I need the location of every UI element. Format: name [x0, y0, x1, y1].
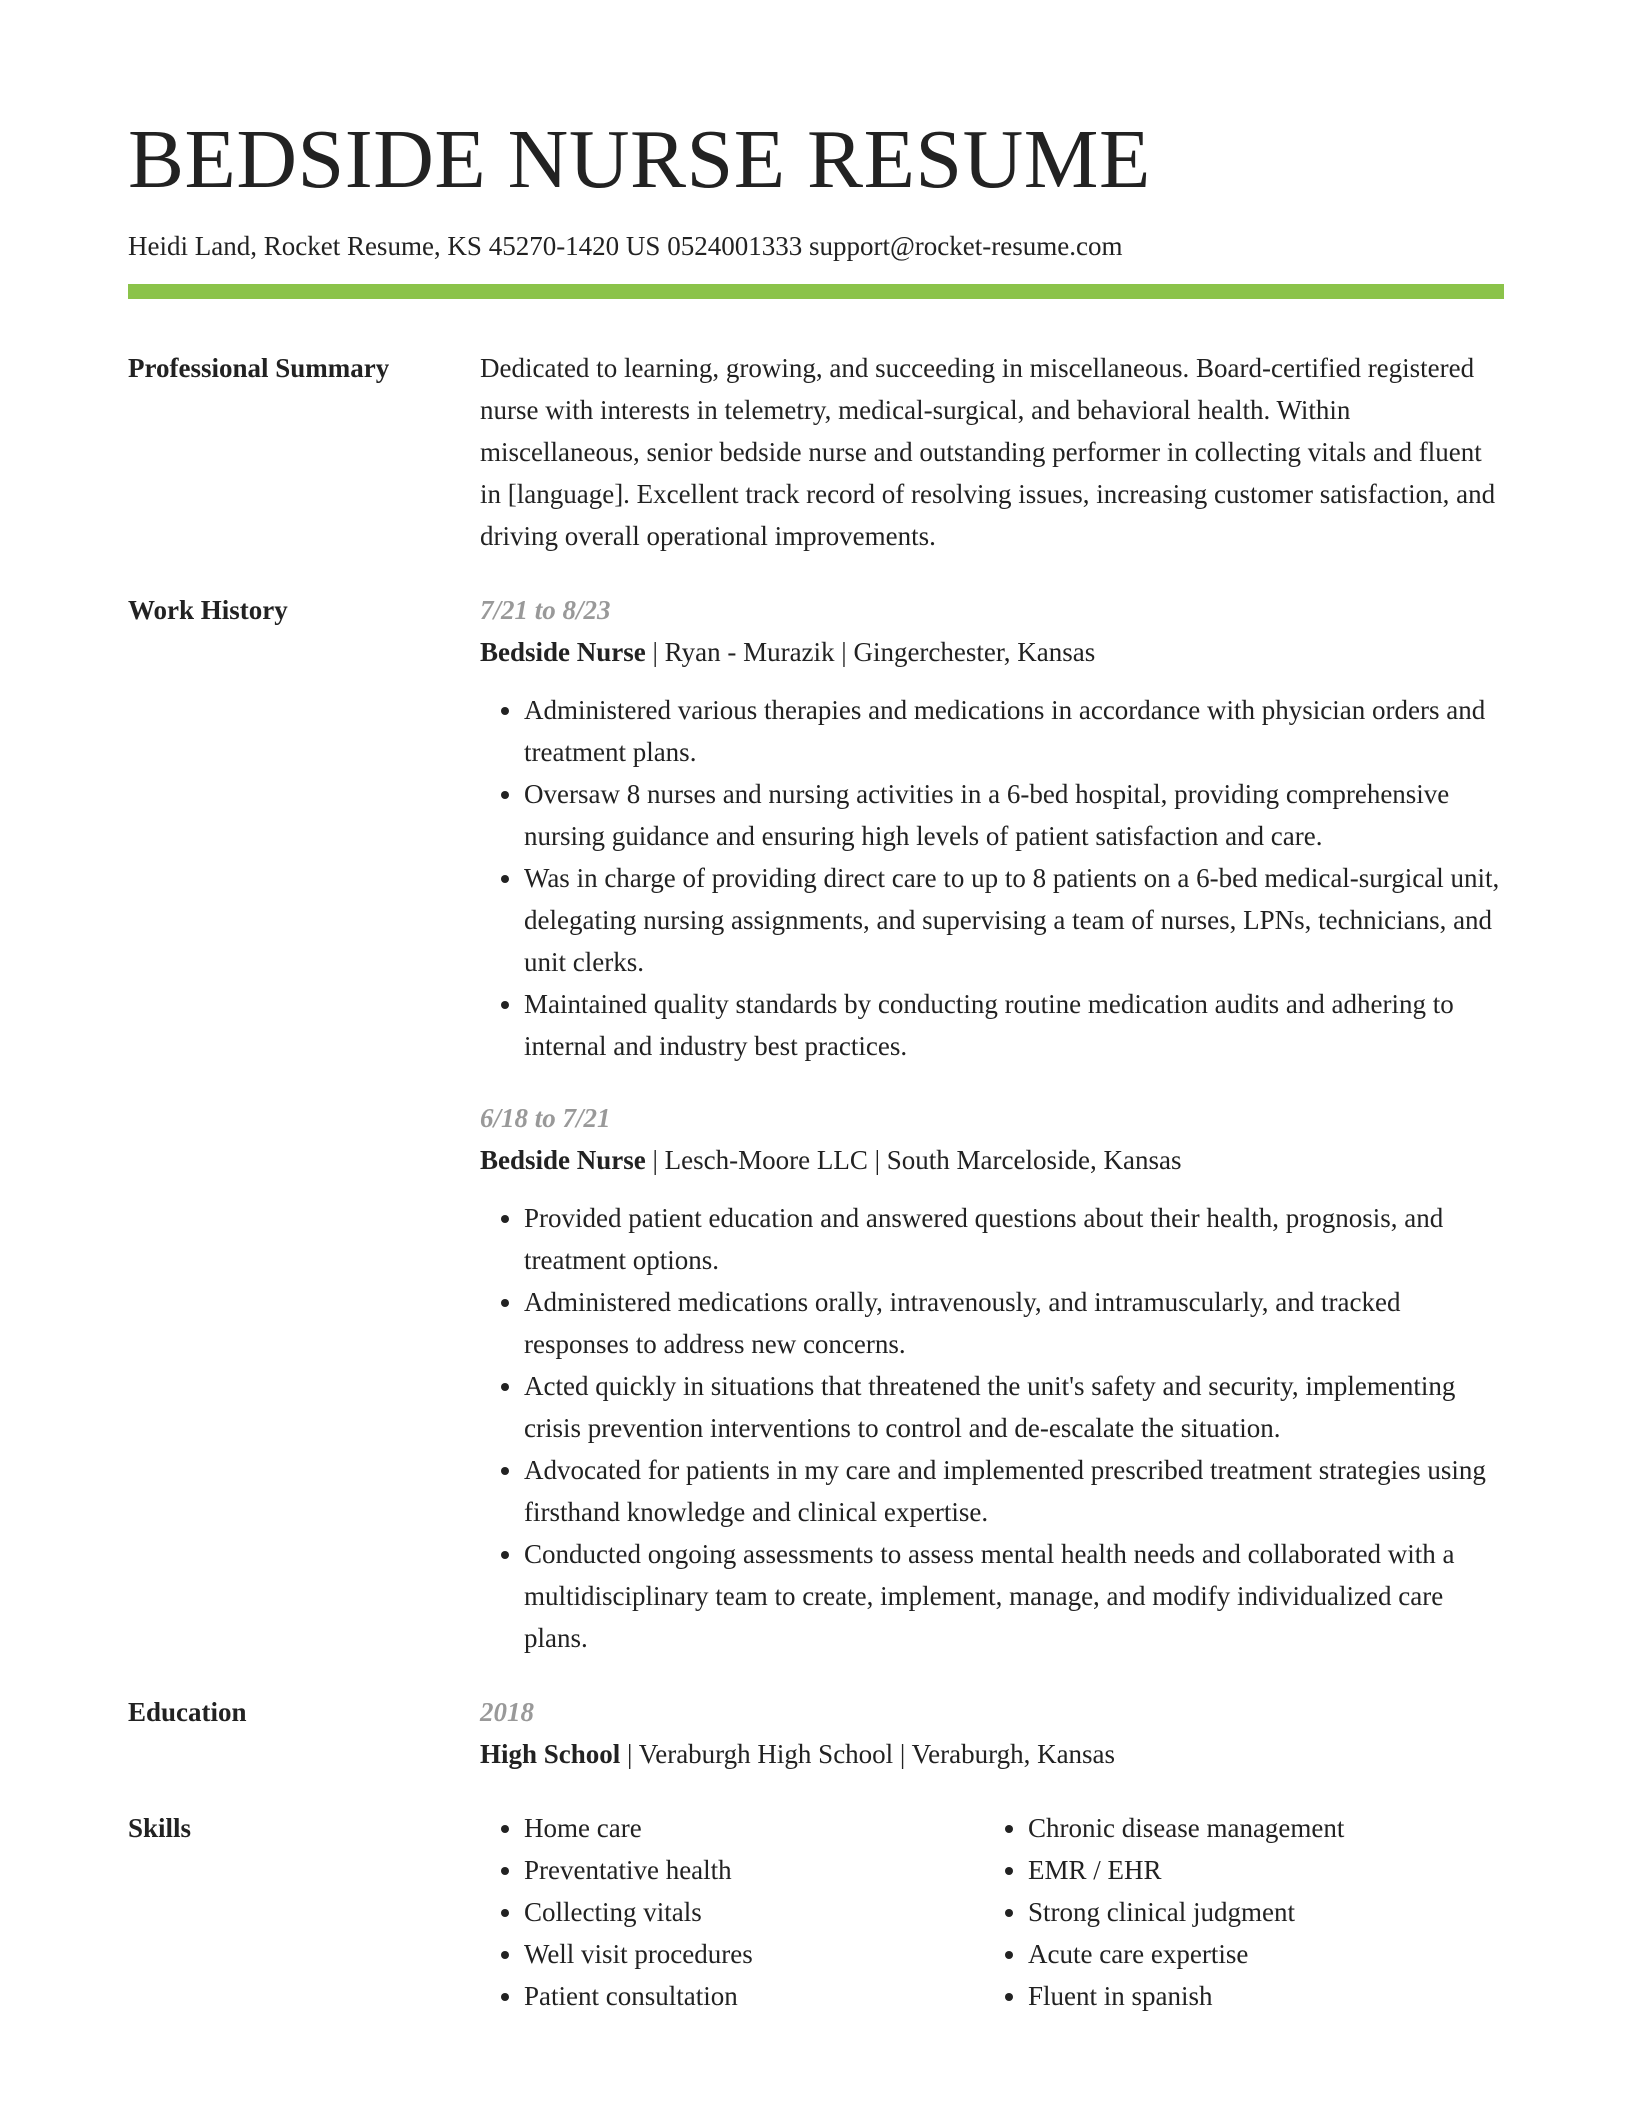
job-employer: | Ryan - Murazik | Gingerchester, Kansas [645, 637, 1096, 668]
job-header [480, 1139, 1504, 1181]
skill-item: • Strong clinical judgment [1028, 1891, 1344, 1933]
skill-item: • Collecting vitals [524, 1891, 984, 1933]
job-header [480, 631, 1504, 673]
education-entry [480, 1691, 1504, 1775]
skills-list-right [984, 1807, 1344, 2017]
job-title: Bedside Nurse [480, 637, 646, 668]
skill-item: • Acute care expertise [1028, 1933, 1344, 1975]
education-degree: High School [480, 1739, 621, 1770]
education-date: 2018 [480, 1697, 534, 1728]
education-section [128, 1691, 1504, 1775]
skills-heading: Skills [128, 1813, 192, 1844]
job-bullet: • Maintained quality standards by conducting routine medication audits and adhering to internal and industry best practices. [524, 983, 1504, 1067]
job-bullet: • Was in charge of providing direct care to up to 8 patients on a 6-bed medical-surgical unit, delegating nursing assignments, and supervising a team of nurses, LPNs, technicians, and unit clerks. [524, 857, 1504, 983]
job-bullet: • Acted quickly in situations that threatened the unit's safety and security, implementing crisis prevention interventions to control and de-escalate the situation. [524, 1365, 1504, 1449]
skill-item: • Fluent in spanish [1028, 1975, 1344, 2017]
job-bullet: • Advocated for patients in my care and implemented prescribed treatment strategies using firsthand knowledge and clinical expertise. [524, 1449, 1504, 1533]
work-history-section [128, 589, 1504, 1659]
job-dates: 7/21 to 8/23 [480, 595, 611, 626]
skill-item: • EMR / EHR [1028, 1849, 1344, 1891]
skill-item: • Chronic disease management [1028, 1807, 1344, 1849]
job-bullets [480, 689, 1504, 1067]
job-employer: | Lesch-Moore LLC | South Marceloside, Kansas [645, 1145, 1182, 1176]
skill-item: • Patient consultation [524, 1975, 984, 2017]
education-header [480, 1733, 1504, 1775]
skill-item: • Well visit procedures [524, 1933, 984, 1975]
skill-item: • Preventative health [524, 1849, 984, 1891]
summary-heading: Professional Summary [128, 353, 390, 384]
work-history-list [480, 589, 1504, 1659]
job-bullet: • Oversaw 8 nurses and nursing activities in a 6-bed hospital, providing comprehensive nursing guidance and ensuring high levels of patient satisfaction and care. [524, 773, 1504, 857]
job-entry [480, 1097, 1504, 1659]
job-bullet: • Administered various therapies and medications in accordance with physician orders and treatment plans. [524, 689, 1504, 773]
skills-list-left [480, 1807, 984, 2017]
job-bullets [480, 1197, 1504, 1659]
contact-info: Heidi Land, Rocket Resume, KS 45270-1420 US 0524001333 support@rocket-resume.com [128, 231, 1123, 261]
job-dates: 6/18 to 7/21 [480, 1103, 611, 1134]
work-history-heading: Work History [128, 595, 288, 626]
job-entry [480, 589, 1504, 1067]
education-heading: Education [128, 1697, 247, 1728]
job-bullet: • Administered medications orally, intravenously, and intramuscularly, and tracked responses to address new concerns. [524, 1281, 1504, 1365]
skill-item: • Home care [524, 1807, 984, 1849]
header-divider [128, 284, 1504, 299]
skills-section [128, 1807, 1504, 2017]
summary-text: Dedicated to learning, growing, and succeeding in miscellaneous. Board-certified registered nurse with interests in telemetry, medical-surgical, and behavioral health. Within miscellaneous, senior bedside nurse and outstanding performer in collecting vitals and fluent in [language]. Excellent track record of resolving issues, increasing customer satisfaction, and driving overall operational improvements. [480, 353, 1496, 552]
job-title: Bedside Nurse [480, 1145, 646, 1176]
education-school: | Veraburgh High School | Veraburgh, Kansas [620, 1739, 1116, 1770]
summary-section [128, 347, 1504, 557]
job-bullet: • Conducted ongoing assessments to assess mental health needs and collaborated with a multidisciplinary team to create, implement, manage, and modify individualized care plans. [524, 1533, 1504, 1659]
job-bullet: • Provided patient education and answered questions about their health, prognosis, and treatment options. [524, 1197, 1504, 1281]
resume-title: BEDSIDE NURSE RESUME [128, 113, 1151, 206]
skills-columns [480, 1807, 1504, 2017]
